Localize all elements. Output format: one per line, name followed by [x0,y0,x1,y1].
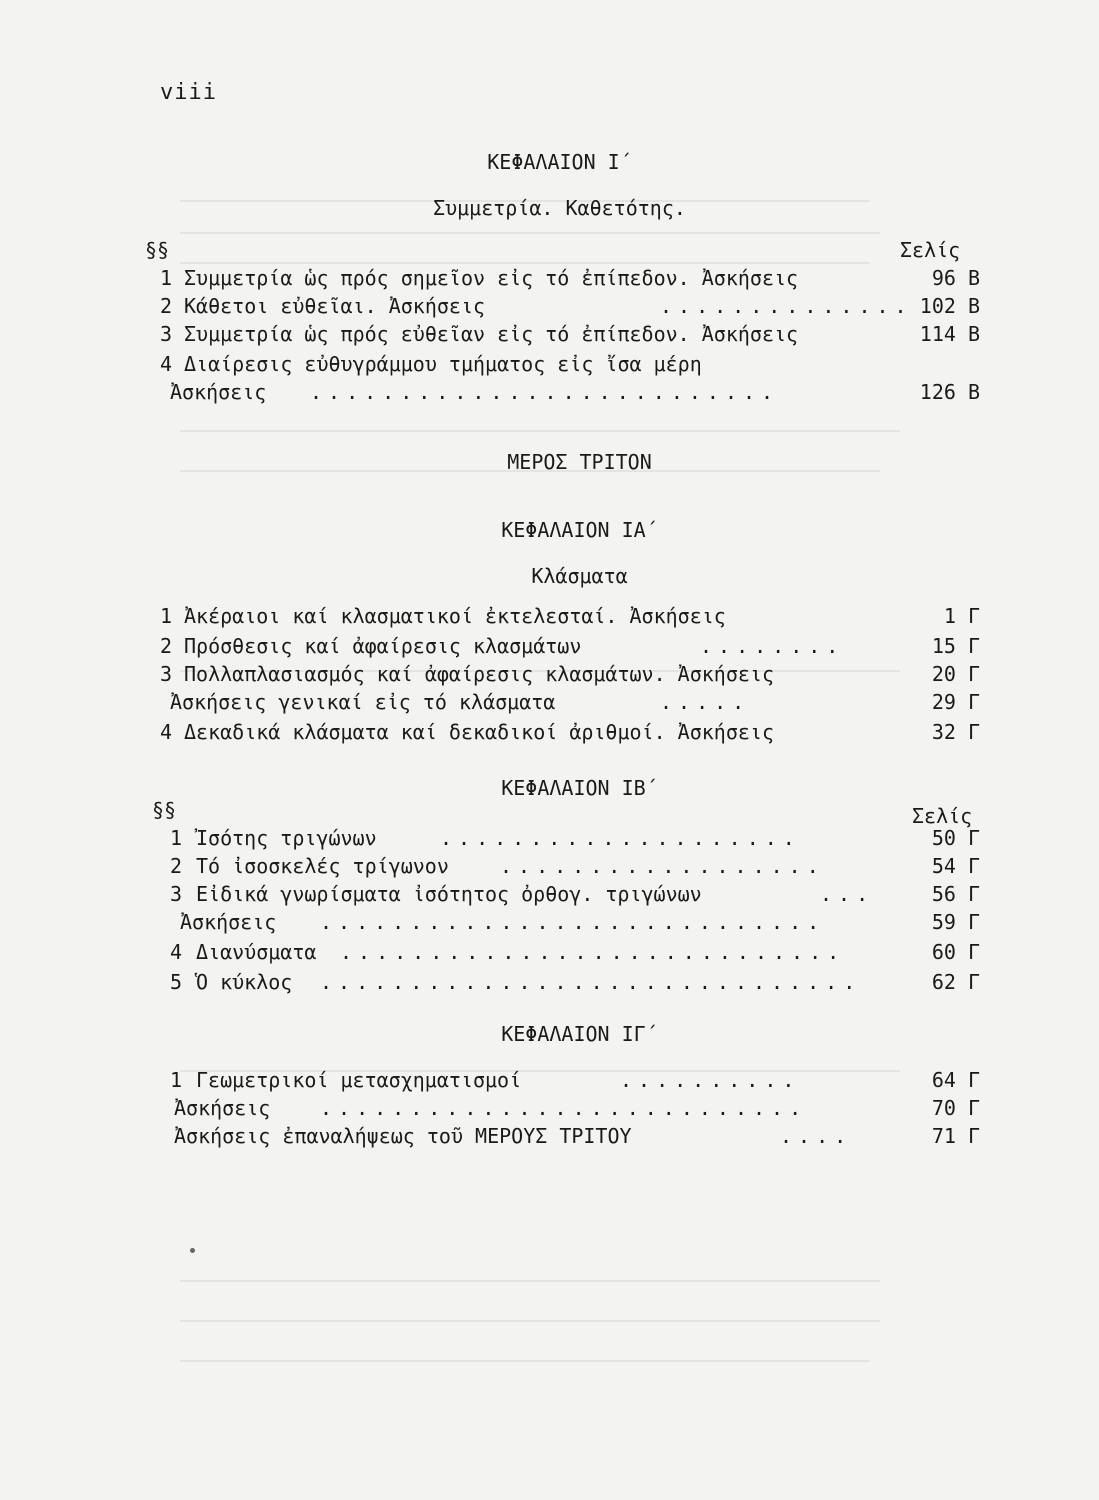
entry-number: 3 [160,662,173,686]
entry-number: 2 [160,634,173,658]
entry-page: 50 Γ [931,826,980,850]
entry-title: Διανύσματα [196,940,317,964]
entry-title: Γεωμετρικοί μετασχηματισμοί [196,1068,522,1092]
entry-number: 4 [160,720,173,744]
ink-speck [190,1248,195,1253]
entry-page: 114 Β [919,322,980,346]
leader-dots: .............. [660,294,913,318]
entry-page: 70 Γ [931,1096,980,1120]
page-column-label: Σελίς [900,238,961,262]
entry-title: Ἀσκήσεις ἐπαναλήψεως τοῦ ΜΕΡΟΥΣ ΤΡΙΤΟΥ [174,1124,632,1148]
chapter-heading: ΚΕΦΑΛΑΙΟΝ ΙΒ΄ [501,776,658,800]
entry-page: 20 Γ [931,662,980,686]
page-number: viii [160,80,217,105]
chapter-heading: ΚΕΦΑΛΑΙΟΝ Ι΄ [487,150,632,174]
page-column-label: Σελίς [912,804,973,828]
entry-title: Πολλαπλασιασμός καί ἀφαίρεσις κλασμάτων. Ἀσκήσεις [184,662,775,686]
leader-dots: ..... [660,690,751,714]
entry-title: Ἰσότης τριγώνων [196,826,377,850]
entry-number: 2 [160,294,173,318]
leader-dots: .......... [620,1068,801,1092]
leader-dots: ............................ [320,910,826,934]
leader-dots: .................... [440,826,801,850]
entry-number: 4 [170,940,183,964]
chapter-heading: ΚΕΦΑΛΑΙΟΝ ΙΓ΄ [501,1022,658,1046]
chapter-subtitle: Συμμετρία. Καθετότης. [433,196,686,220]
entry-title: Ἀσκήσεις [174,1096,271,1120]
entry-title: Ἀσκήσεις [180,910,277,934]
entry-title: Συμμετρία ὡς πρός σημεῖον εἰς τό ἐπίπεδον. Ἀσκήσεις [184,266,799,290]
leader-dots: .................. [500,854,825,878]
entry-page: 15 Γ [931,634,980,658]
entry-title: Συμμετρία ὡς πρός εὐθεῖαν εἰς τό ἐπίπεδον. Ἀσκήσεις [184,322,799,346]
entry-title: Δεκαδικά κλάσματα καί δεκαδικοί ἀριθμοί. Ἀσκήσεις [184,720,775,744]
entry-title: Ἀσκήσεις γενικαί εἰς τό κλάσματα [170,690,556,714]
chapter-subtitle: Κλάσματα [531,564,628,588]
entry-page: 64 Γ [931,1068,980,1092]
entry-page: 102 Β [919,294,980,318]
entry-title: Ὁ κύκλος [196,970,293,994]
show-through-line [180,232,880,234]
entry-number: 1 [160,604,173,628]
entry-number: 5 [170,970,183,994]
leader-dots: .......................... [310,380,780,404]
entry-number: 3 [160,322,173,346]
leader-dots: .... [780,1124,853,1148]
entry-page: 1 Γ [943,604,980,628]
show-through-line [180,430,900,432]
entry-number: 4 [160,352,173,376]
entry-page: 32 Γ [931,720,980,744]
show-through-line [180,262,870,264]
entry-title: Ἀσκήσεις [170,380,267,404]
entry-title: Διαίρεσις εὐθυγράμμου τμήματος εἰς ἴσα μέρη [184,352,702,376]
entry-page: 59 Γ [931,910,980,934]
entry-title: Ἀκέραιοι καί κλασματικοί ἐκτελεσταί. Ἀσκήσεις [184,604,726,628]
entry-title: Τό ἰσοσκελές τρίγωνον [196,854,449,878]
entry-page: 60 Γ [931,940,980,964]
chapter-heading: ΚΕΦΑΛΑΙΟΝ ΙΑ΄ [501,518,658,542]
entry-page: 62 Γ [931,970,980,994]
part-heading: ΜΕΡΟΣ ΤΡΙΤΟΝ [507,450,652,474]
leader-dots: ........................... [320,1096,808,1120]
entry-page: 96 Β [931,266,980,290]
entry-number: 1 [160,266,173,290]
entry-title: Πρόσθεσις καί ἀφαίρεσις κλασμάτων [184,634,582,658]
entry-page: 71 Γ [931,1124,980,1148]
leader-dots: ........ [700,634,845,658]
entry-title: Εἰδικά γνωρίσματα ἰσότητος ὀρθογ. τριγώνων [196,882,702,906]
show-through-line [180,1280,880,1282]
leader-dots: ... [820,882,875,906]
entry-title: Κάθετοι εὐθεῖαι. Ἀσκήσεις [184,294,486,318]
entry-page: 56 Γ [931,882,980,906]
entry-number: 3 [170,882,183,906]
entry-page: 54 Γ [931,854,980,878]
show-through-line [180,1360,870,1362]
entry-page: 29 Γ [931,690,980,714]
paragraph-mark: §§ [152,798,177,822]
paragraph-mark: §§ [145,238,170,262]
entry-number: 2 [170,854,183,878]
leader-dots: .............................. [320,970,862,994]
entry-page: 126 Β [919,380,980,404]
leader-dots: ............................ [340,940,846,964]
entry-number: 1 [170,1068,183,1092]
entry-number: 1 [170,826,183,850]
show-through-line [180,1320,880,1322]
